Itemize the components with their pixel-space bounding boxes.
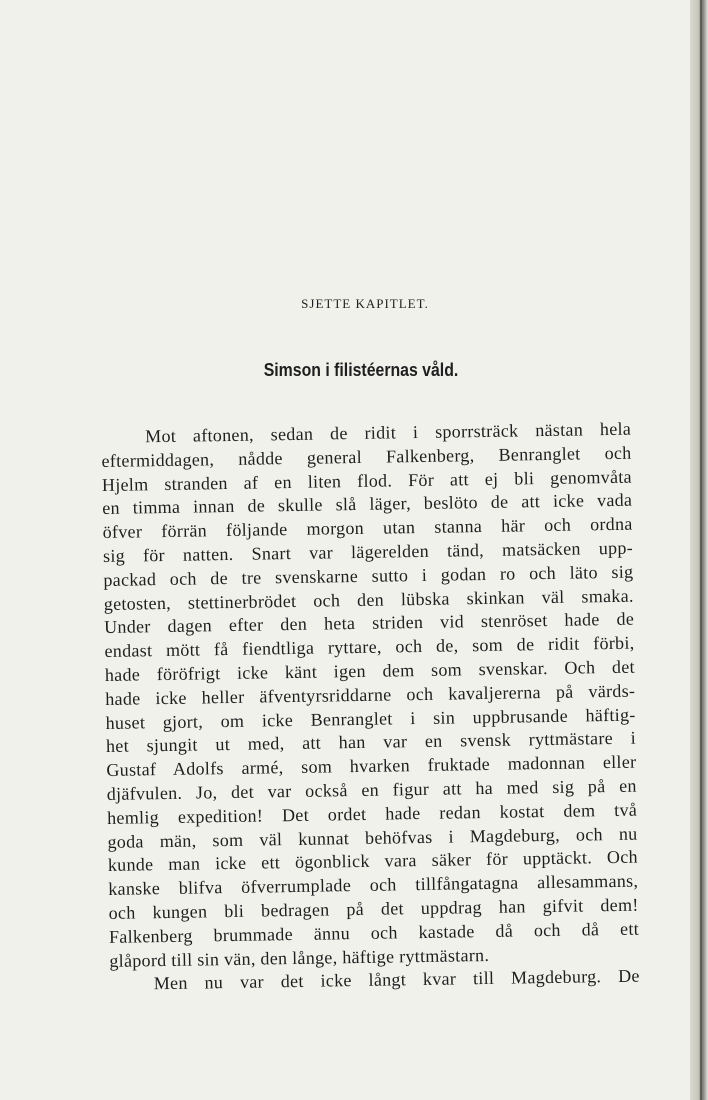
text-line: getosten, stettinerbrödet och den lübska skinkan väl smaka. bbox=[103, 585, 634, 614]
chapter-label: SJETTE KAPITLET. bbox=[301, 296, 429, 311]
text-line: endast mött få fiendtliga ryttare, och de, som de ridit förbi, bbox=[104, 632, 635, 662]
text-line: djäfvulen. Jo, det var också en figur att ha med sig på en bbox=[106, 775, 637, 804]
text-line: Falkenberg brummade ännu och kastade då och då ett bbox=[108, 918, 640, 947]
chapter-title: Simson i filistéernas våld. bbox=[263, 360, 459, 380]
text-line: eftermiddagen, nådde general Falkenberg, Benranglet och bbox=[101, 442, 632, 471]
text-line: hade föröfrigt icke känt igen dem som svenskar. Och det bbox=[104, 656, 636, 685]
book-spine-edge bbox=[690, 0, 708, 1100]
text-line: Under dagen efter den heta striden vid stenröset hade de bbox=[104, 609, 635, 638]
text-line: sig för natten. Snart var lägerelden tänd, matsäcken upp- bbox=[102, 537, 634, 566]
text-line: öfver förrän följande morgon utan stanna här och ordna bbox=[102, 513, 633, 543]
text-line: Mot aftonen, sedan de ridit i sporrsträck nästan hela bbox=[145, 418, 632, 447]
text-line: en timma innan de skulle slå läger, beslöto de att icke vada bbox=[102, 490, 633, 519]
text-line: Hjelm stranden af en liten flod. För att ej bli genomvåta bbox=[101, 466, 633, 495]
text-line: het sjungit ut med, att han var en svensk ryttmästare i bbox=[105, 727, 637, 757]
text-line: glåpord till sin vän, den långe, häftige ryttmästarn. bbox=[109, 944, 490, 971]
text-line: kunde man icke ett ögonblick vara säker för upptäckt. Och bbox=[107, 846, 638, 876]
text-line: packad och de tre svenskarne sutto i godan ro och läto sig bbox=[103, 561, 634, 590]
text-line: Men nu var det icke långt kvar till Magdeburg. De bbox=[153, 965, 640, 994]
text-line: kanske blifva öfverrumplade och tillfångatagna allesammans, bbox=[108, 870, 639, 900]
text-line: Gustaf Adolfs armé, som hvarken fruktade madonnan eller bbox=[106, 751, 637, 781]
text-line: huset gjort, om icke Benranglet i sin uppbrusande häftig- bbox=[105, 704, 636, 733]
book-spine-shadow bbox=[700, 0, 702, 1100]
text-line: goda män, som väl kunnat behöfvas i Magdeburg, och nu bbox=[107, 823, 638, 852]
body-text bbox=[101, 418, 640, 997]
text-line: och kungen bli bedragen på det uppdrag han gifvit dem! bbox=[108, 894, 639, 923]
text-line: hemlig expedition! Det ordet hade redan kostat dem två bbox=[106, 799, 638, 828]
text-line: hade icke heller äfventyrsriddarne och kavaljererna på värds- bbox=[105, 680, 636, 709]
